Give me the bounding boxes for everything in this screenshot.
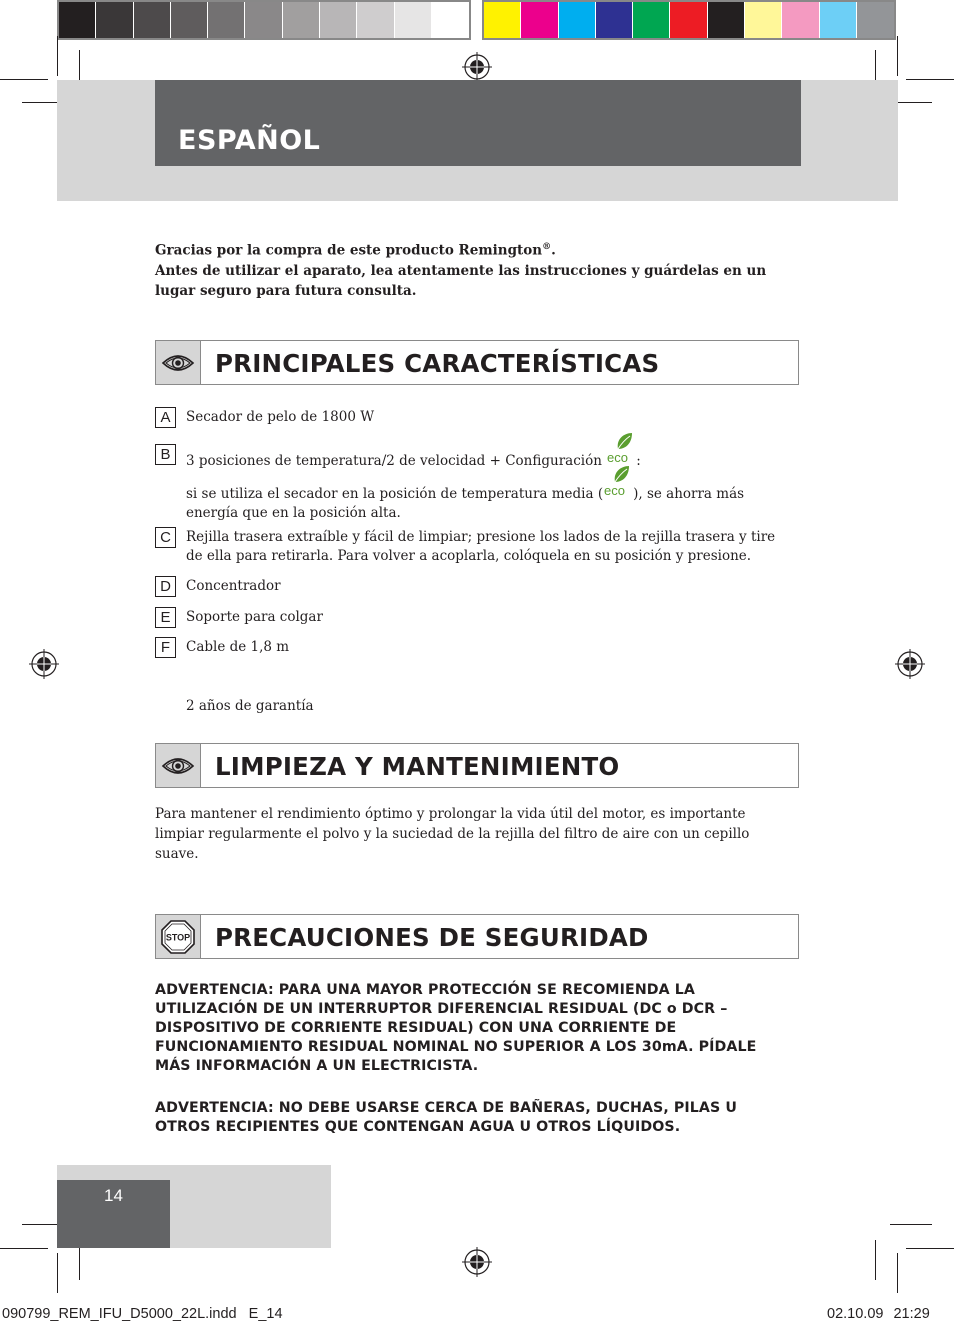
gray-swatch (134, 2, 171, 38)
cmyk-swatch (857, 2, 894, 38)
feature-text: 3 posiciones de temperatura/2 de velocidad + Configuración (186, 453, 602, 469)
cleaning-text: Para mantener el rendimiento óptimo y prolongar la vida útil del motor, es importante limpiar regularmente el polvo y la suciedad de la rejilla del filtro de aire con un cepillo suave. (155, 806, 750, 862)
section-heading-safety (155, 914, 799, 959)
crop-mark (57, 36, 58, 76)
eye-icon (156, 744, 201, 787)
cmyk-swatch (559, 2, 596, 38)
crop-mark (897, 36, 898, 76)
cmyk-swatch (633, 2, 670, 38)
crop-mark (906, 79, 954, 80)
feature-letter: E (155, 607, 176, 628)
stop-icon (156, 915, 201, 958)
eco-note (186, 478, 766, 523)
cmyk-swatch (670, 2, 707, 38)
crop-mark (890, 1224, 932, 1225)
cmyk-swatch (782, 2, 819, 38)
cmyk-swatch (820, 2, 857, 38)
registration-target-icon (895, 649, 925, 679)
intro-text (155, 237, 795, 301)
gray-swatch (320, 2, 357, 38)
feature-letter: D (155, 576, 176, 597)
eco-note-after: ), se ahorra más energía que en la posición alta. (186, 486, 745, 521)
stop-icon-label: STOP (165, 932, 191, 942)
cmyk-swatch (745, 2, 782, 38)
gray-swatch (283, 2, 320, 38)
section-title: PRINCIPALES CARACTERÍSTICAS (215, 349, 660, 378)
feature-letter: C (155, 527, 176, 548)
eco-label: eco (604, 483, 626, 498)
registration-target-icon (462, 52, 492, 82)
gray-swatch (357, 2, 394, 38)
section-heading-features (155, 340, 799, 385)
eco-leaf-icon (606, 445, 636, 465)
section-title: PRECAUCIONES DE SEGURIDAD (215, 923, 649, 952)
gray-swatch (59, 2, 96, 38)
registration-target-icon (462, 1247, 492, 1277)
registered-mark: ® (542, 242, 552, 252)
cmyk-color-bar (482, 0, 896, 40)
eco-label: eco (607, 450, 629, 465)
crop-mark (57, 1253, 58, 1293)
cmyk-swatch (596, 2, 633, 38)
eco-leaf-icon (603, 478, 633, 498)
feature-letter: A (155, 407, 176, 428)
eye-icon (156, 341, 201, 384)
feature-text: Cable de 1,8 m (186, 639, 290, 655)
crop-mark (897, 1253, 898, 1293)
feature-letter: F (155, 637, 176, 658)
feature-text-wrap (186, 445, 776, 471)
cmyk-swatch (484, 2, 521, 38)
section-title: LIMPIEZA Y MANTENIMIENTO (215, 752, 620, 781)
feature-text-suffix: : (636, 453, 641, 469)
intro-thanks: Gracias por la compra de este producto Remington (155, 242, 543, 259)
intro-instructions: Antes de utilizar el aparato, lea atentamente las instrucciones y guárdelas en un lugar seguro para futura consulta. (155, 262, 767, 299)
feature-text: Concentrador (186, 578, 281, 594)
feature-text: Soporte para colgar (186, 609, 323, 625)
page-number: 14 (104, 1186, 123, 1205)
feature-letter: B (155, 444, 176, 465)
crop-mark (906, 1248, 954, 1249)
grayscale-color-bar (57, 0, 471, 40)
section-heading-cleaning (155, 743, 799, 788)
crop-mark (0, 79, 48, 80)
gray-swatch (171, 2, 208, 38)
gray-swatch (395, 2, 432, 38)
gray-swatch (432, 2, 469, 38)
intro-period: . (551, 242, 556, 259)
warning-water: ADVERTENCIA: NO DEBE USARSE CERCA DE BAÑERAS, DUCHAS, PILAS U OTROS RECIPIENTES QUE CONTENGAN AGUA U OTROS LÍQUIDOS. (155, 1100, 737, 1135)
cmyk-swatch (708, 2, 745, 38)
gray-swatch (96, 2, 133, 38)
feature-text: Rejilla trasera extraíble y fácil de limpiar; presione los lados de la rejilla trasera y tire de ella para retirarla. Para volver a acoplarla, colóquela en su posición y presione. (186, 529, 776, 564)
eco-note-before: si se utiliza el secador en la posición de temperatura media ( (186, 486, 604, 502)
crop-mark (0, 1248, 48, 1249)
cmyk-swatch (521, 2, 558, 38)
gray-swatch (208, 2, 245, 38)
gray-swatch (245, 2, 282, 38)
date-slug: 02.10.09 21:29 (827, 1306, 930, 1322)
page-title: ESPAÑOL (178, 125, 321, 156)
warranty-text: 2 años de garantía (186, 698, 314, 714)
feature-text: Secador de pelo de 1800 W (186, 409, 375, 425)
file-slug: 090799_REM_IFU_D5000_22L.indd E_14 (2, 1306, 283, 1322)
registration-target-icon (29, 649, 59, 679)
crop-mark (875, 1240, 876, 1280)
warning-rcd: ADVERTENCIA: PARA UNA MAYOR PROTECCIÓN SE RECOMIENDA LA UTILIZACIÓN DE UN INTERRUPTOR DIFERENCIAL RESIDUAL (DC o DCR – DISPOSITIVO DE CORRIENTE RESIDUAL) CON UNA CORRIENTE DE FUNCIONAMIENTO RESIDUAL NOMINAL NO SUPERIOR A LOS 30mA. PÍDALE MÁS INFORMACIÓN A UN ELECTRICISTA. (155, 982, 757, 1074)
